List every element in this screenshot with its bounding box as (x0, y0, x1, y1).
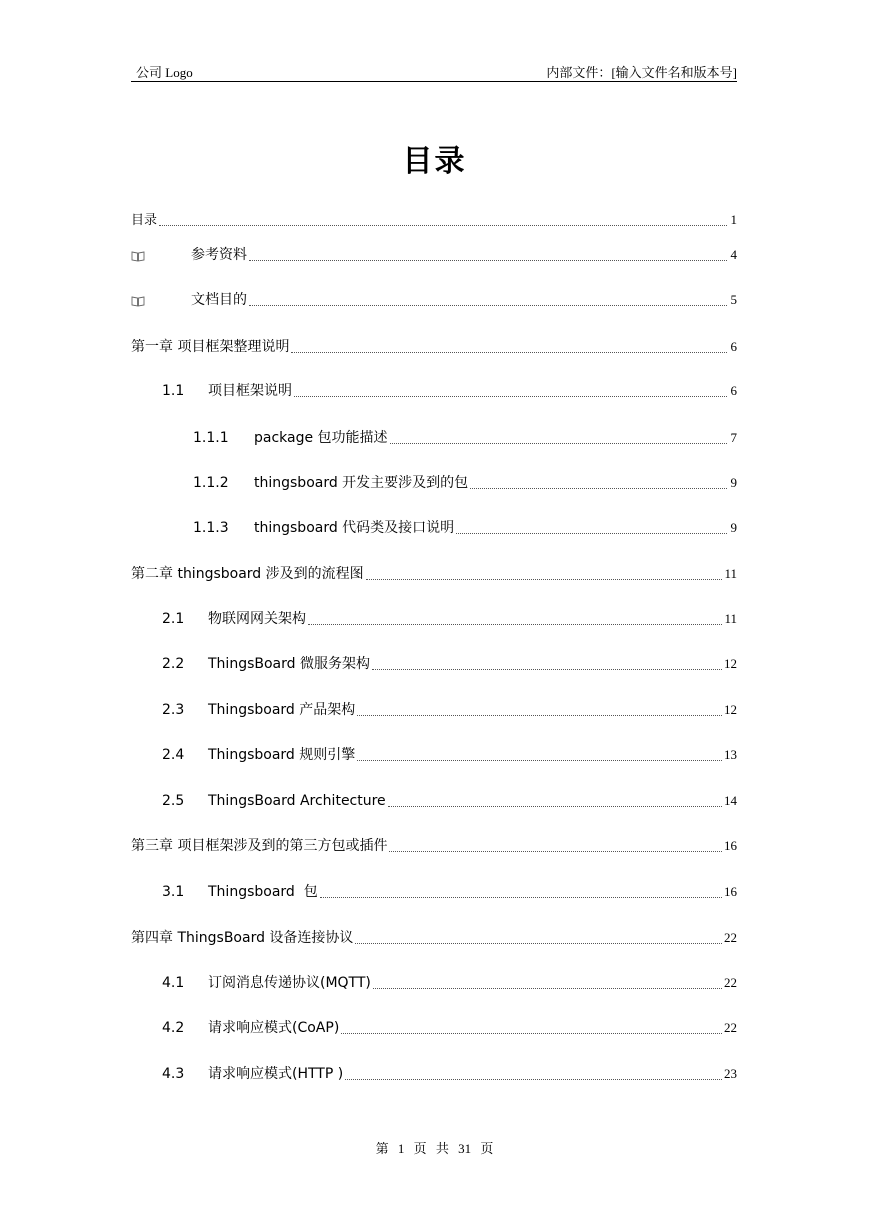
toc-entry-number: 1.1.1 (193, 430, 229, 446)
toc-entry-1-1-3[interactable] (131, 516, 737, 538)
toc-entry-label: thingsboard 开发主要涉及到的包 (254, 475, 469, 491)
toc-entry-label: 参考资料 (191, 247, 247, 263)
toc-entry-chapter-2[interactable] (131, 562, 737, 584)
book-icon (131, 251, 145, 261)
page-title: 目录 (402, 144, 467, 179)
toc-entry-page: 16 (724, 884, 737, 899)
leader-dots (366, 578, 723, 580)
toc-entry-4-1[interactable] (131, 971, 737, 993)
toc-entry-page: 16 (724, 838, 737, 853)
toc-entry-label: 请求响应模式(HTTP ) (208, 1066, 344, 1082)
leader-dots (357, 714, 722, 716)
toc-entry-page: 22 (724, 930, 737, 945)
toc-entry-number: 2.3 (162, 702, 185, 718)
toc-entry-page: 6 (730, 383, 737, 398)
leader-dots (372, 668, 722, 670)
toc-entry-page: 4 (730, 247, 737, 262)
leader-dots (389, 850, 722, 852)
toc-entry-chapter-4[interactable] (131, 926, 737, 948)
toc-entry-page: 14 (724, 793, 737, 808)
toc-entry-number: 1.1.3 (193, 520, 229, 536)
toc-entry-label: ThingsBoard Architecture (208, 793, 386, 809)
toc-entry-chapter-3[interactable] (131, 834, 737, 856)
toc-entry-label: ThingsBoard 微服务架构 (208, 656, 370, 672)
toc-entry-2-5[interactable] (131, 789, 737, 811)
toc-entry-page: 12 (724, 702, 737, 717)
toc-entry-page: 13 (724, 747, 737, 762)
toc-entry-page: 11 (724, 566, 737, 581)
page-header (131, 60, 737, 82)
toc-entry-page: 6 (730, 339, 737, 354)
toc-entry-1-1-2[interactable] (131, 471, 737, 493)
toc-entry-1-1[interactable] (131, 379, 737, 401)
toc-entry-2-1[interactable] (131, 607, 737, 629)
toc-entry-chapter-1[interactable] (131, 335, 737, 357)
leader-dots (345, 1078, 722, 1080)
company-logo-text: 公司 Logo (136, 65, 193, 80)
toc-entry-page: 9 (730, 520, 737, 535)
toc-entry-number: 2.2 (162, 656, 185, 672)
toc-entry-label: Thingsboard 规则引擎 (208, 747, 356, 763)
page-number-footer: 第 1 页 共 31 页 (375, 1141, 494, 1156)
toc-entry-number: 1.1.2 (193, 475, 229, 491)
toc-entry-page: 23 (724, 1066, 737, 1081)
leader-dots (373, 987, 722, 989)
toc-entry-label: 第一章 项目框架整理说明 (131, 339, 290, 355)
leader-dots (320, 896, 722, 898)
toc-entry-page: 9 (730, 475, 737, 490)
leader-dots (291, 351, 727, 353)
book-icon (131, 296, 145, 306)
toc-entry-number: 2.4 (162, 747, 185, 763)
toc-entry-number: 2.1 (162, 611, 185, 627)
toc-entry-2-4[interactable] (131, 743, 737, 765)
leader-dots (470, 487, 727, 489)
toc-entry-number: 3.1 (162, 884, 185, 900)
toc-entry-page: 12 (724, 656, 737, 671)
toc-entry-label: package 包功能描述 (254, 430, 388, 446)
toc-entry-number: 2.5 (162, 793, 185, 809)
toc-entry-label: 订阅消息传递协议(MQTT) (208, 975, 371, 991)
toc-entry-label: 文档目的 (191, 292, 247, 308)
toc-entry-number: 4.1 (162, 975, 185, 991)
toc-entry-1-1-1[interactable] (131, 426, 737, 448)
leader-dots (249, 259, 727, 261)
leader-dots (308, 623, 722, 625)
toc-entry-2-3[interactable] (131, 698, 737, 720)
toc-entry-label: 第二章 thingsboard 涉及到的流程图 (131, 566, 364, 582)
toc-entry-label: 第三章 项目框架涉及到的第三方包或插件 (131, 838, 388, 854)
leader-dots (341, 1032, 722, 1034)
toc-entry-page: 11 (724, 611, 737, 626)
toc-entry-page: 5 (730, 292, 737, 307)
document-label: 内部文件：[输入文件名和版本号] (546, 65, 737, 80)
toc-entry-label: Thingsboard 包 (208, 884, 318, 900)
toc-entry-label: 请求响应模式(CoAP) (208, 1020, 340, 1036)
toc-entry-number: 4.3 (162, 1066, 185, 1082)
toc-entry-4-2[interactable] (131, 1016, 737, 1038)
leader-dots (159, 224, 727, 226)
toc-entry-label: Thingsboard 产品架构 (208, 702, 356, 718)
toc-entry-page: 22 (724, 1020, 737, 1035)
toc-entry-label: 第四章 ThingsBoard 设备连接协议 (131, 930, 354, 946)
toc-entry-references[interactable] (131, 243, 737, 265)
toc-entry-page: 7 (730, 430, 737, 445)
toc-entry-contents[interactable] (131, 208, 737, 230)
toc-entry-label: thingsboard 代码类及接口说明 (254, 520, 455, 536)
toc-entry-4-3[interactable] (131, 1062, 737, 1084)
leader-dots (388, 805, 722, 807)
toc-entry-page: 22 (724, 975, 737, 990)
toc-entry-label: 项目框架说明 (208, 383, 292, 399)
toc-entry-number: 1.1 (162, 383, 185, 399)
toc-entry-label: 物联网网关架构 (208, 611, 306, 627)
toc-entry-purpose[interactable] (131, 288, 737, 310)
leader-dots (355, 942, 722, 944)
leader-dots (249, 304, 727, 306)
leader-dots (357, 759, 722, 761)
leader-dots (390, 442, 727, 444)
toc-entry-label: 目录 (131, 212, 158, 227)
leader-dots (456, 532, 727, 534)
leader-dots (294, 395, 727, 397)
toc-entry-page: 1 (730, 212, 737, 227)
toc-entry-2-2[interactable] (131, 652, 737, 674)
toc-entry-3-1[interactable] (131, 880, 737, 902)
toc-entry-number: 4.2 (162, 1020, 185, 1036)
